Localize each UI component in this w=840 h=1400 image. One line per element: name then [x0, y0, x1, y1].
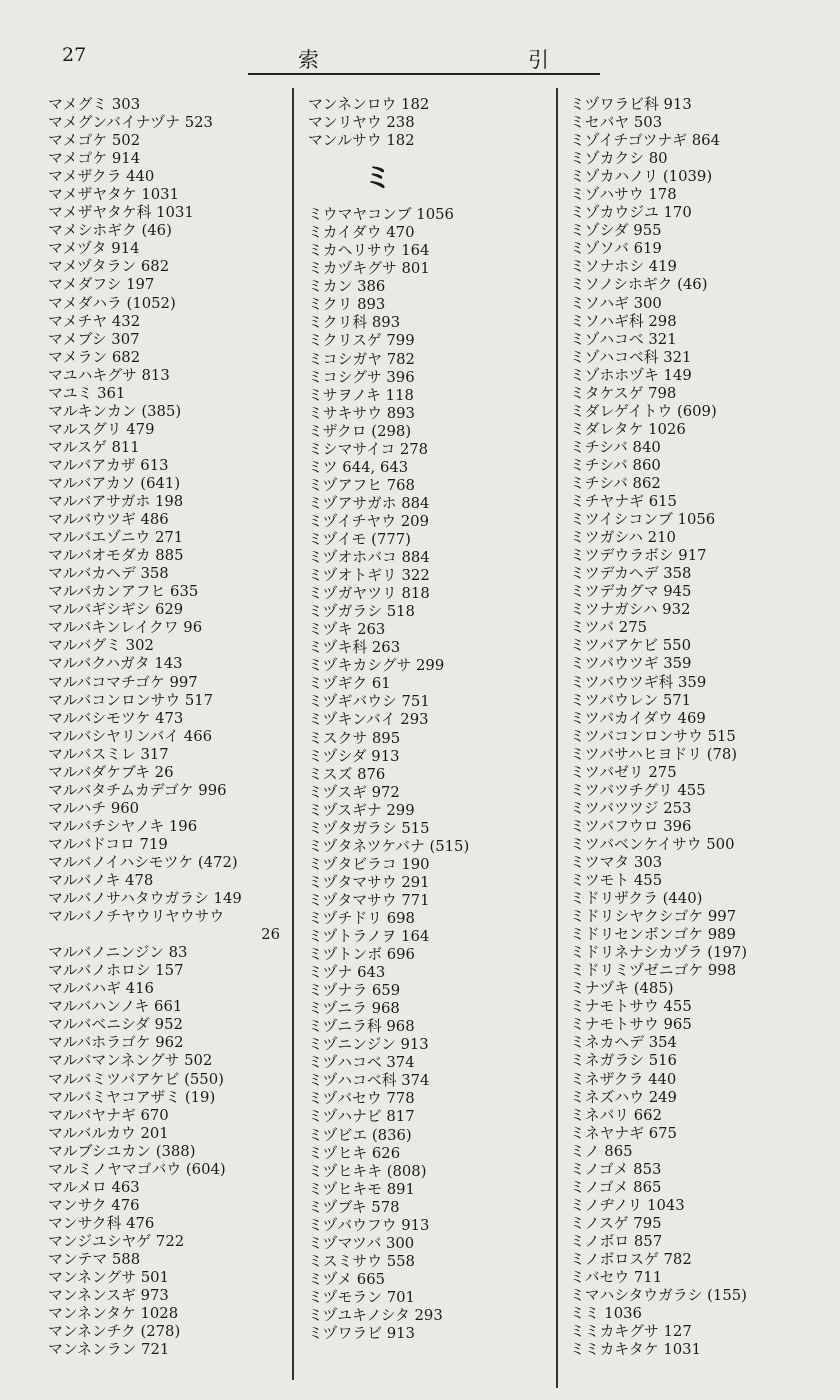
- index-entry: マルバダケブキ 26: [48, 763, 174, 781]
- index-entry: ミヅハコベ科 374: [308, 1072, 430, 1090]
- page-number: 27: [62, 44, 87, 66]
- index-entry: ミカヅキグサ 801: [308, 260, 430, 278]
- index-entry: マルバスミレ 317: [48, 745, 169, 763]
- index-entry: マルキンカン (385): [48, 402, 182, 420]
- index-entry: ミサキサウ 893: [308, 404, 415, 422]
- index-entry: マルバミツバアケビ (550): [48, 1070, 224, 1088]
- index-column-3: [570, 96, 832, 1359]
- index-entry: ミヅギク 61: [308, 675, 391, 693]
- index-entry: ミツバカイダウ 469: [570, 709, 706, 727]
- index-entry: マルスゲ 811: [48, 438, 140, 456]
- index-entry: ミヅキンバイ 293: [308, 711, 429, 729]
- index-entry: ミヅバセウ 778: [308, 1090, 415, 1108]
- index-entry: ミカン 386: [308, 278, 386, 296]
- index-entry: ミチシバ 862: [570, 474, 661, 492]
- index-entry: マルバホラゴケ 962: [48, 1034, 184, 1052]
- index-entry: ミチシバ 840: [570, 438, 661, 456]
- index-column-1: [48, 96, 280, 1359]
- index-entry: ミヅビエ (836): [308, 1126, 412, 1144]
- index-entry: ミウマヤコンブ 1056: [308, 206, 454, 224]
- index-entry: ミツバウツギ科 359: [570, 673, 707, 691]
- index-entry: ミヅチドリ 698: [308, 909, 415, 927]
- index-entry: マンサク 476: [48, 1196, 140, 1214]
- index-entry: マンテマ 588: [48, 1251, 141, 1268]
- index-entry: ミセバヤ 503: [570, 114, 663, 132]
- index-entry: ミノ 865: [570, 1142, 633, 1160]
- index-entry: ミヅニンジン 913: [308, 1036, 429, 1054]
- index-entry: マンネンスギ 973: [48, 1287, 169, 1305]
- index-entry: ミネカヘデ 354: [570, 1034, 677, 1052]
- index-entry: ミツバツツジ 253: [570, 799, 692, 817]
- index-entry: ミゾカクシ 80: [570, 150, 668, 168]
- index-entry: ミゾハコベ科 321: [570, 348, 692, 366]
- index-entry: マメグミ 303: [48, 96, 141, 113]
- index-entry: ミヅタガラシ 515: [308, 819, 430, 837]
- index-entry: マメザヤタケ科 1031: [48, 204, 194, 222]
- index-entry: マルバノホロシ 157: [48, 962, 184, 980]
- column-rule-left: [292, 88, 294, 1380]
- index-entry: ミツバコンロンサウ 515: [570, 727, 736, 745]
- index-entry: マメゴケ 914: [48, 150, 141, 168]
- index-entry: マルバシヤリンバイ 466: [48, 727, 213, 745]
- index-entry: マンネンラン 721: [48, 1341, 170, 1359]
- index-entry: マメザクラ 440: [48, 168, 155, 186]
- index-entry: ミネガラシ 516: [570, 1052, 677, 1070]
- index-entry: マユハキグサ 813: [48, 366, 170, 384]
- index-entry: マメザヤタケ 1031: [48, 186, 179, 204]
- index-entry: マンネングサ 501: [48, 1269, 169, 1287]
- index-entry: ミヅオトギリ 322: [308, 567, 430, 585]
- index-entry: マルバドコロ 719: [48, 835, 168, 853]
- index-entry: ミツバサハヒヨドリ (78): [570, 745, 738, 763]
- index-entry: ミヅタビラコ 190: [308, 855, 430, 873]
- index-entry: マルバノサハタウガラシ 149: [48, 890, 242, 908]
- index-entry: ミカイダウ 470: [308, 224, 415, 242]
- index-entry: ミヅタネツケバナ (515): [308, 837, 470, 855]
- index-entry: ミナヅキ (485): [570, 980, 674, 998]
- index-entry: ミヅイモ (777): [308, 530, 411, 548]
- index-entry: ミヅワラビ 913: [308, 1325, 415, 1343]
- index-entry: マルバマンネングサ 502: [48, 1052, 213, 1070]
- index-entry: ミツバウツギ 359: [570, 655, 692, 673]
- index-entry: ミヅブキ 578: [308, 1198, 400, 1216]
- index-entry: マルバベニシダ 952: [48, 1016, 183, 1034]
- index-entry: マルバエゾニウ 271: [48, 529, 184, 547]
- index-entry: ミツナガシハ 932: [570, 601, 691, 619]
- index-entry: マルバアカソ (641): [48, 474, 181, 492]
- index-entry: ミクリ科 893: [308, 314, 401, 332]
- index-entry: マルスグリ 479: [48, 420, 155, 438]
- index-entry: ミヅヒキキ (808): [308, 1162, 427, 1180]
- index-entry: ミツイシコンブ 1056: [570, 511, 716, 529]
- index-entry: マユミ 361: [48, 384, 126, 402]
- index-entry: ミゾカウジユ 170: [570, 204, 692, 222]
- index-entry: ミノゴメ 853: [570, 1160, 662, 1178]
- index-entry: ミヅスギ 972: [308, 783, 400, 801]
- index-entry: ミツバベンケイサウ 500: [570, 835, 735, 853]
- index-entry: マンジユシヤゲ 722: [48, 1232, 185, 1250]
- index-entry: ミヅヒキモ 891: [308, 1180, 415, 1198]
- index-entry: マルバアカザ 613: [48, 456, 169, 474]
- index-entry: ミゾシダ 955: [570, 222, 662, 240]
- index-entry: マメブシ 307: [48, 330, 140, 348]
- index-entry: ミノボロ 857: [570, 1232, 663, 1250]
- index-entry: マルバカヘデ 358: [48, 565, 169, 583]
- index-entry: マルバカンアフヒ 635: [48, 583, 199, 601]
- index-entry: マメチヤ 432: [48, 312, 141, 330]
- index-entry: ミドリシヤクシゴケ 997: [570, 908, 737, 926]
- index-entry: ミミカキグサ 127: [570, 1323, 692, 1341]
- index-entry: ミヅニラ 968: [308, 1000, 400, 1018]
- index-entry: ミドリネナシカヅラ (197): [570, 944, 748, 962]
- index-entry: マルバノチヤウリヤウサウ: [48, 908, 225, 926]
- index-entry: マメヅタ 914: [48, 240, 140, 258]
- index-entry: マルハチ 960: [48, 799, 140, 817]
- index-entry: ミノボロスゲ 782: [570, 1251, 692, 1268]
- index-entry: マメダハラ (1052): [48, 294, 176, 312]
- index-entry: ミヅギバウシ 751: [308, 693, 430, 711]
- index-entry: ミヅトンボ 696: [308, 946, 415, 964]
- index-entry: ミソナホシ 419: [570, 258, 677, 276]
- index-entry: ミゾハサウ 178: [570, 186, 677, 204]
- index-entry: マルバヤナギ 670: [48, 1106, 169, 1124]
- index-entry: ミヅスギナ 299: [308, 801, 415, 819]
- index-entry: ミゾソバ 619: [570, 240, 662, 258]
- index-entry: マルバコマチゴケ 997: [48, 673, 198, 691]
- index-entry: ミヅヒキ 626: [308, 1144, 401, 1162]
- index-entry: ミスズ 876: [308, 765, 386, 783]
- index-entry: ミヅガヤツリ 818: [308, 585, 430, 603]
- index-entry: ミツバゼリ 275: [570, 763, 677, 781]
- index-entry: ミヅモラン 701: [308, 1288, 415, 1306]
- index-entry: ミヅナ 643: [308, 964, 386, 982]
- index-entry: マメゴケ 502: [48, 132, 141, 150]
- index-entry: ミミカキタケ 1031: [570, 1341, 701, 1359]
- index-entry: ミヅキカシグサ 299: [308, 657, 445, 675]
- index-entry: ミナモトサウ 965: [570, 1016, 692, 1034]
- index-entry: ミネバリ 662: [570, 1106, 662, 1124]
- index-entry: ミナモトサウ 455: [570, 998, 692, 1016]
- index-entry: マルバミヤコアザミ (19): [48, 1088, 216, 1106]
- index-entry: マルバタチムカデゴケ 996: [48, 781, 227, 799]
- index-entry: ミダレタケ 1026: [570, 420, 686, 438]
- index-entry: マンネンタケ 1028: [48, 1305, 179, 1323]
- index-entry: ミドリザクラ (440): [570, 890, 703, 908]
- index-entry: ミツバアケビ 550: [570, 637, 691, 655]
- index-entry: ミヅタマサウ 291: [308, 873, 430, 891]
- index-entry: ミドリミヅゼニゴケ 998: [570, 962, 737, 980]
- index-entry: マメグンバイナヅナ 523: [48, 114, 213, 132]
- index-entry: ミヅタマサウ 771: [308, 891, 430, 909]
- kana-section-heading: ミ: [363, 161, 392, 195]
- index-entry: マンネンチク (278): [48, 1323, 181, 1341]
- index-entry: ミスミサウ 558: [308, 1252, 415, 1270]
- index-entry: ミバセウ 711: [570, 1269, 663, 1287]
- index-entry: ミヅトラノヲ 164: [308, 928, 430, 946]
- index-entry: ミヅハナビ 817: [308, 1108, 415, 1126]
- index-entry: ミクリスゲ 799: [308, 332, 415, 350]
- index-entry: ミゾカハノリ (1039): [570, 168, 713, 186]
- index-entry: マメシホギク (46): [48, 222, 172, 240]
- index-entry: ミゾイチゴツナギ 864: [570, 132, 720, 150]
- index-entry: ミツデウラボシ 917: [570, 547, 707, 565]
- index-entry: ミヅバウフウ 913: [308, 1216, 430, 1234]
- index-entry: マルミノヤマゴバウ (604): [48, 1160, 226, 1178]
- index-entry: ミツマタ 303: [570, 853, 663, 871]
- index-entry: ミツデカヘデ 358: [570, 565, 692, 583]
- index-entry: マルバウツギ 486: [48, 511, 169, 529]
- index-entry: マルバハギ 416: [48, 980, 154, 998]
- index-entry: ミノヂノリ 1043: [570, 1196, 685, 1214]
- index-entry: ミカヘリサウ 164: [308, 242, 430, 260]
- index-entry: ミミ 1036: [570, 1305, 642, 1323]
- index-entry: ミツガシハ 210: [570, 529, 676, 547]
- index-entry: ミツデカグマ 945: [570, 583, 692, 601]
- index-entry: ミソノシホギク (46): [570, 276, 708, 294]
- index-entry: マルバキンレイクワ 96: [48, 619, 203, 637]
- index-entry: マンサク科 476: [48, 1214, 155, 1232]
- index-entry: マンネンロウ 182: [308, 96, 430, 113]
- index-entry: ミマハシタウガラシ (155): [570, 1287, 747, 1305]
- index-entry: ミヅマツバ 300: [308, 1234, 415, 1252]
- index-entry: マンルサウ 182: [308, 132, 415, 150]
- index-entry: ミヅワラビ科 913: [570, 96, 692, 113]
- index-entry: ミザクロ (298): [308, 422, 412, 440]
- index-entry: ミヅユキノシタ 293: [308, 1307, 443, 1324]
- index-entry: ミノスゲ 795: [570, 1214, 662, 1232]
- index-entry: ミツバフウロ 396: [570, 817, 692, 835]
- index-entry: ミコシガヤ 782: [308, 350, 415, 368]
- index-entry: ミツバ 275: [570, 619, 648, 637]
- index-entry: ミスクサ 895: [308, 729, 401, 747]
- index-entry: ミヅメ 665: [308, 1270, 386, 1288]
- index-entry: ミゾハコベ 321: [570, 330, 677, 348]
- index-entry: マメラン 682: [48, 348, 141, 366]
- index-entry: ミタケスゲ 798: [570, 384, 677, 402]
- index-entry: マンリヤウ 238: [308, 114, 415, 132]
- index-entry: ミツバウレン 571: [570, 691, 692, 709]
- index-entry: マルバアサガホ 198: [48, 493, 184, 511]
- index-entry: ミドリセンボンゴケ 989: [570, 926, 736, 944]
- index-entry: ミダレゲイトウ (609): [570, 402, 717, 420]
- index-entry: ミヅハコベ 374: [308, 1054, 415, 1072]
- index-entry: マルメロ 463: [48, 1178, 140, 1196]
- index-entry: ミネザクラ 440: [570, 1070, 677, 1088]
- index-entry: ミツモト 455: [570, 872, 663, 890]
- index-entry: ミゾホホヅキ 149: [570, 366, 692, 384]
- index-column-2: [308, 96, 548, 1343]
- index-entry: ミソハギ 300: [570, 294, 662, 312]
- index-entry: マルバグミ 302: [48, 637, 154, 655]
- index-entry: ミノゴメ 865: [570, 1178, 662, 1196]
- index-entry: ミコシグサ 396: [308, 368, 415, 386]
- index-entry: ミネヤナギ 675: [570, 1124, 677, 1142]
- index-entry: ミヅオホバコ 884: [308, 549, 430, 567]
- index-entry: マメダフシ 197: [48, 276, 155, 294]
- header-title-left: 索: [298, 48, 319, 72]
- index-entry: マルバノイハシモツケ (472): [48, 853, 238, 871]
- index-entry: ミヅキ科 263: [308, 639, 401, 657]
- index-entry: マルバギシギシ 629: [48, 601, 184, 619]
- index-entry: ミヅアサガホ 884: [308, 494, 430, 512]
- index-entry: 26: [261, 926, 280, 944]
- index-entry: マルバシモツケ 473: [48, 709, 184, 727]
- header-title-right: 引: [528, 48, 549, 72]
- index-entry: ミサヲノキ 118: [308, 386, 414, 404]
- index-entry: マルバオモダカ 885: [48, 547, 184, 565]
- index-entry: ミヅナラ 659: [308, 982, 401, 1000]
- index-entry: ミチヤナギ 615: [570, 493, 677, 511]
- index-entry: マルブシユカン (388): [48, 1142, 196, 1160]
- index-entry: マルバノキ 478: [48, 872, 154, 890]
- index-entry: マルバルカウ 201: [48, 1124, 169, 1142]
- index-entry: ミヅガラシ 518: [308, 603, 415, 621]
- index-entry: ミヅニラ科 968: [308, 1018, 415, 1036]
- index-entry: ミヅアフヒ 768: [308, 476, 415, 494]
- index-entry: マメヅタラン 682: [48, 258, 170, 276]
- index-entry: ミソハギ科 298: [570, 312, 677, 330]
- index-entry: マルバノニンジン 83: [48, 944, 188, 962]
- index-entry: ミツバツチグリ 455: [570, 781, 706, 799]
- index-entry: ミヅイチヤウ 209: [308, 512, 429, 530]
- index-entry: マルバコンロンサウ 517: [48, 691, 214, 709]
- index-entry: ミネズハウ 249: [570, 1088, 677, 1106]
- column-rule-right: [556, 88, 558, 1388]
- index-entry: ミシマサイコ 278: [308, 440, 429, 458]
- index-entry: マルバクハガタ 143: [48, 655, 183, 673]
- index-entry: マルバチシヤノキ 196: [48, 817, 198, 835]
- index-entry: マルバハンノキ 661: [48, 998, 183, 1016]
- index-entry: ミツ 644, 643: [308, 458, 409, 476]
- header-rule: [248, 73, 600, 75]
- index-entry: ミヅシダ 913: [308, 747, 400, 765]
- index-entry: ミチシバ 860: [570, 456, 661, 474]
- index-entry: ミヅキ 263: [308, 621, 386, 639]
- index-entry: ミクリ 893: [308, 296, 386, 314]
